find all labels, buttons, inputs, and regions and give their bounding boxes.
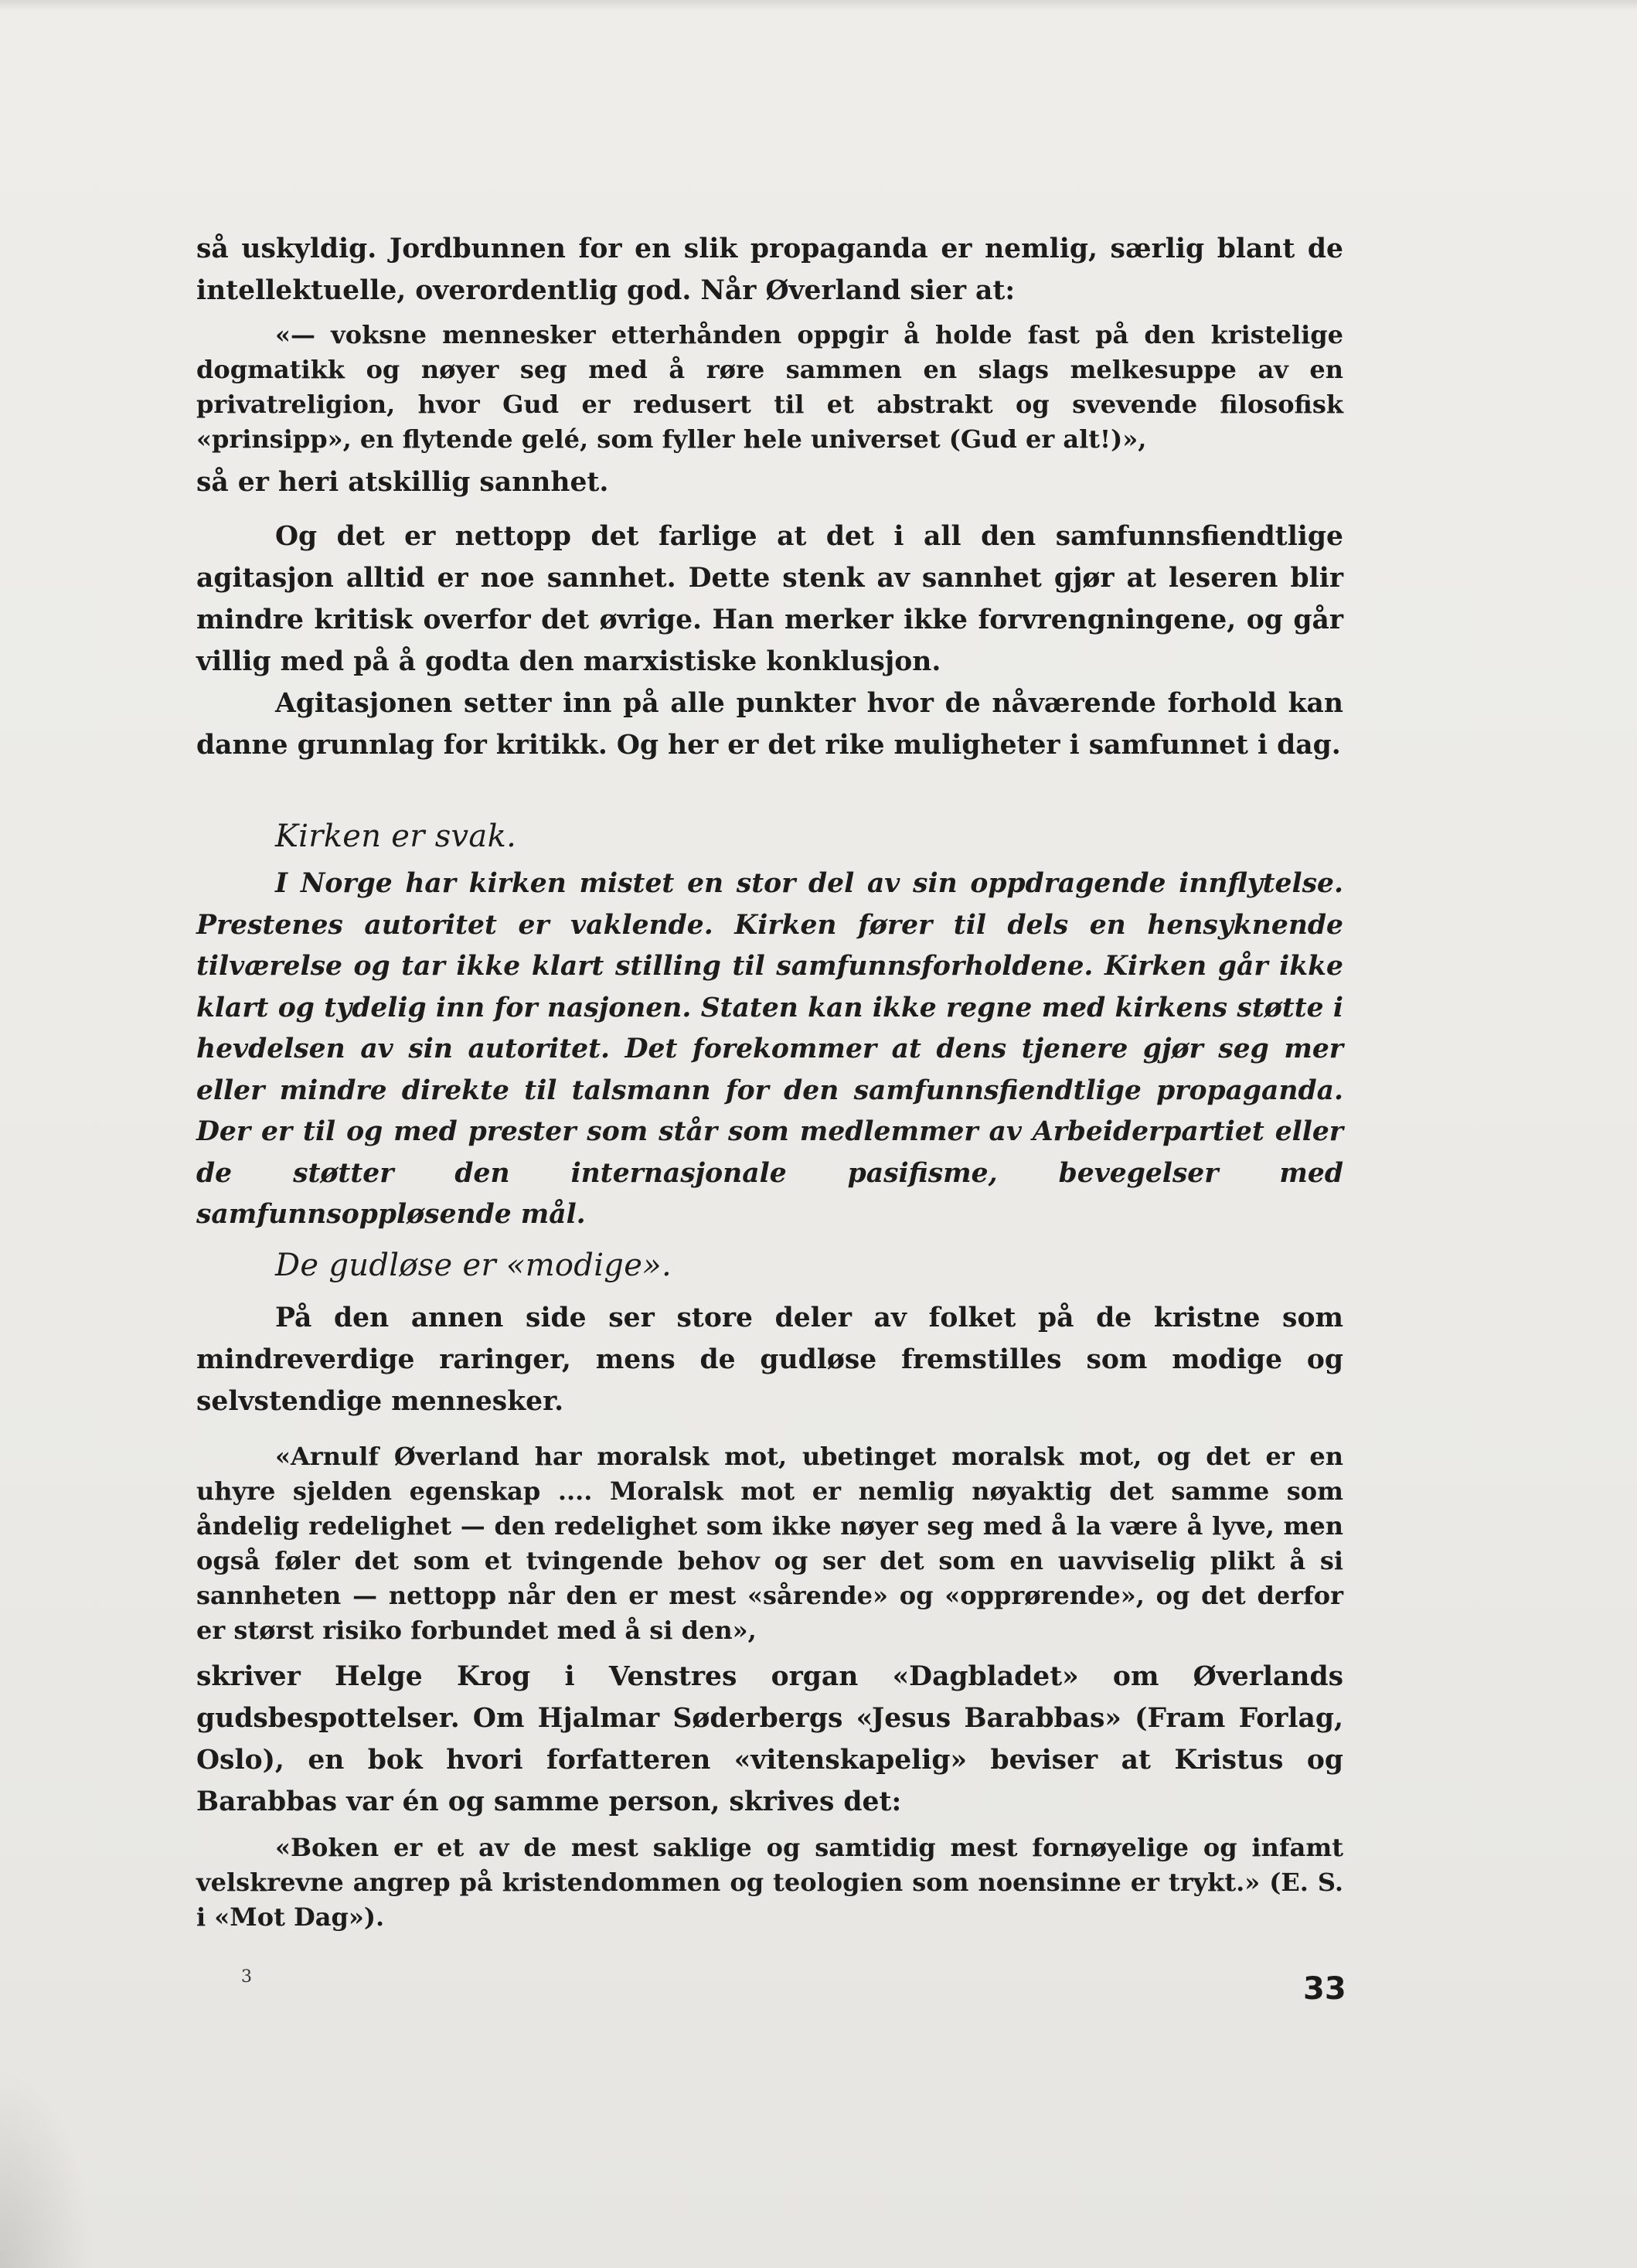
mot-dag-quote: «Boken er et av de mest saklige og samtidig mest fornøyelige og infamt velskrevne angrep på kristendommen og teologien som noensinne er trykt.» (E. S. i «Mot Dag»). xyxy=(196,1833,1343,1932)
page-number: 33 xyxy=(1303,1971,1346,2007)
krog-quote: «Arnulf Øverland har moralsk mot, ubetinget moralsk mot, og det er en uhyre sjelden egenskap .... Moralsk mot er nemlig nøyaktig det samme som åndelig redelighet — den redelighet som ikke nøyer seg med å la være å lyve, men også føler det som et tvingende behov og ser det som en uavviselig plikt å si sannheten — nettopp når den er mest «sårende» og «opprørende», og det derfor er størst risiko forbundet med å si den», xyxy=(196,1442,1343,1645)
church-weak-paragraph: I Norge har kirken mistet en stor del av sin oppdragende innflytelse. Prestenes autoritet er vaklende. Kirken fører til dels en hensyknende tilværelse og tar ikke klart stilling til samfunnsforholdene. Kirken går ikke klart og tydelig inn for nasjonen. Staten kan ikke regne med kirkens støtte i hevdelsen av sin autoritet. Det forekommer at dens tjenere gjør seg mer eller mindre direkte til talsmann for den samfunnsfiendtlige propaganda. Der er til og med prester som står som medlemmer av Arbeiderpartiet eller de støtter den internasjonale pasifisme, bevegelser med samfunnsoppløsende mål. xyxy=(196,868,1343,1230)
scan-edge-shadow xyxy=(0,0,1637,11)
godless-section-body xyxy=(196,1297,1343,1935)
agitation-truth-paragraph: Og det er nettopp det farlige at det i all den samfunnsfiendtlige agitasjon alltid er noe sannhet. Dette stenk av sannhet gjør at leseren blir mindre kritisk overfor det øvrige. Han merker ikke forvrengningene, og går villig med på å godta den marxistiske konklusjon. xyxy=(196,521,1343,677)
intro-text-block xyxy=(196,228,1343,766)
overland-quote: «— voksne mennesker etterhånden oppgir å holde fast på den kristelige dogmatikk og nøyer seg med å røre sammen en slags melkesuppe av en privatreligion, hvor Gud er redusert til et abstrakt og svevende filosofisk «prinsipp», en flytende gelé, som fyller hele universet (Gud er alt!)», xyxy=(196,320,1343,454)
section-heading-godless-brave: De gudløse er «modige». xyxy=(275,1248,672,1283)
scan-corner-shadow xyxy=(0,2067,93,2268)
godless-intro-paragraph: På den annen side ser store deler av folket på de kristne som mindreverdige raringer, mens de gudløse fremstilles som modige og selvstendige mennesker. xyxy=(196,1303,1343,1417)
church-section-body xyxy=(196,863,1343,1236)
quote-followup-paragraph: så er heri atskillig sannhet. xyxy=(196,467,609,498)
section-heading-church-weak: Kirken er svak. xyxy=(275,819,517,854)
krog-attribution-paragraph: skriver Helge Krog i Venstres organ «Dagbladet» om Øverlands gudsbespottelser. Om Hjalmar Søderbergs «Jesus Barabbas» (Fram Forlag, Oslo), en bok hvori forfatteren «vitenskapelig» beviser at Kristus og Barabbas var én og samme person, skrives det: xyxy=(196,1661,1343,1817)
intro-paragraph: så uskyldig. Jordbunnen for en slik propaganda er nemlig, særlig blant de intellektuelle, overordentlig god. Når Øverland sier at: xyxy=(196,233,1343,306)
printer-signature-mark: 3 xyxy=(241,1967,252,1987)
agitation-criticism-paragraph: Agitasjonen setter inn på alle punkter hvor de nåværende forhold kan danne grunnlag for kritikk. Og her er det rike muligheter i samfunnet i dag. xyxy=(196,688,1343,761)
